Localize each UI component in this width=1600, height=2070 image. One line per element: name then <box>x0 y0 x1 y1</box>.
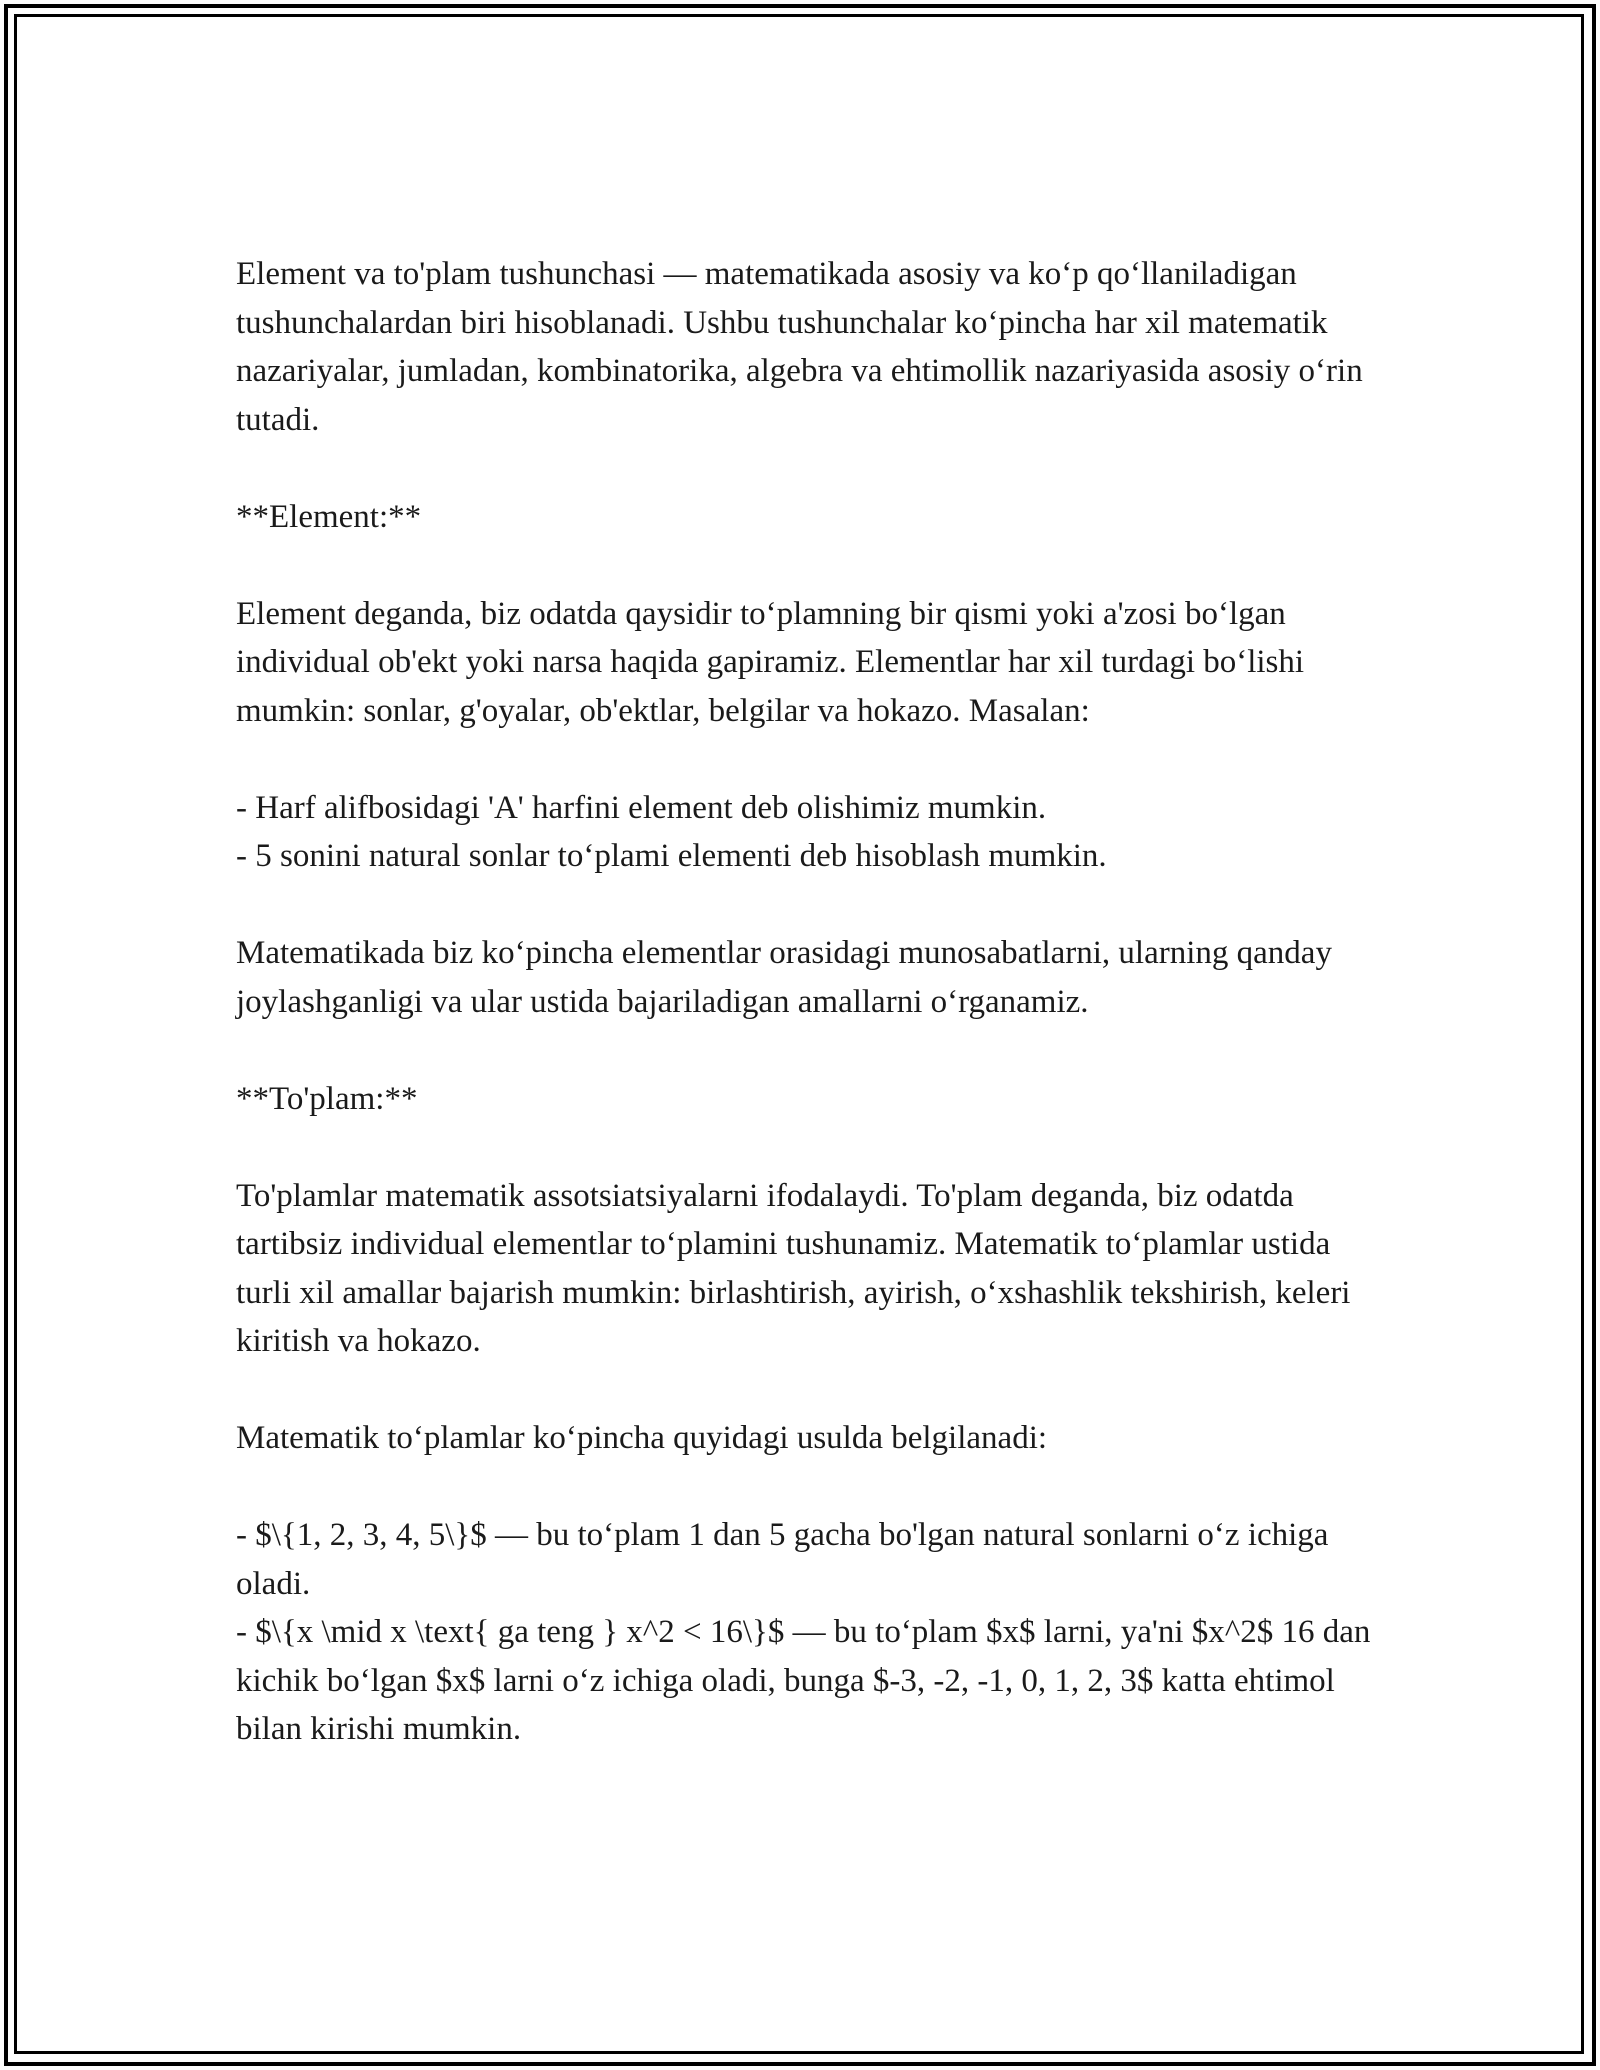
document-body <box>236 250 1376 1754</box>
element-definition-paragraph: Element deganda, biz odatda qaysidir to‘plamning bir qismi yoki a'zosi bo‘lgan individual ob'ekt yoki narsa haqida gapiramiz. Elementlar har xil turdagi bo‘lishi mumkin: sonlar, g'oyalar, ob'ektlar, belgilar va hokazo. Masalan: <box>236 595 1313 729</box>
set-definition-paragraph: To'plamlar matematik assotsiatsiyalarni ifodalaydi. To'plam deganda, biz odatda tartibsiz individual elementlar to‘plamini tushunamiz. Matematik to‘plamlar ustida turli xil amallar bajarish mumkin: birlashtirish, ayirish, o‘xshashlik tekshirish, keleri kiritish va hokazo. <box>236 1177 1359 1359</box>
set-heading: **To'plam:** <box>236 1080 418 1117</box>
set-notation-intro: Matematik to‘plamlar ko‘pincha quyidagi usulda belgilanadi: <box>236 1420 1048 1456</box>
set-notation-examples-list: - $\{1, 2, 3, 4, 5\}$ — bu to‘plam 1 dan 5 gacha bo'lgan natural sonlarni o‘z ichiga oladi. - $\{x \mid x \text{ ga teng } x^2 < 16\}$ — bu to‘plam $x$ larni, ya'ni $x^2$ 16 dan kichik bo‘lgan $x$ larni o‘z ichiga oladi, bunga $-3, -2, -1, 0, 1, 2, 3$ katta ehtimol bilan kirishi mumkin. <box>236 1517 1371 1747</box>
element-heading: **Element:** <box>236 498 422 535</box>
element-relations-paragraph: Matematikada biz ko‘pincha elementlar orasidagi munosabatlarni, ularning qanday joylashganligi va ular ustida bajariladigan amallarni o‘rganamiz. <box>236 935 1341 1020</box>
intro-paragraph: Element va to'plam tushunchasi — matematikada asosiy va ko‘p qo‘llaniladigan tushunchalardan biri hisoblanadi. Ushbu tushunchalar ko‘pincha har xil matematik nazariyalar, jumladan, kombinatorika, algebra va ehtimollik nazariyasida asosiy o‘rin tutadi. <box>236 256 1371 438</box>
element-examples-list: - Harf alifbosidagi 'A' harfini element deb olishimiz mumkin. - 5 sonini natural sonlar to‘plami elementi deb hisoblash mumkin. <box>236 789 1107 874</box>
